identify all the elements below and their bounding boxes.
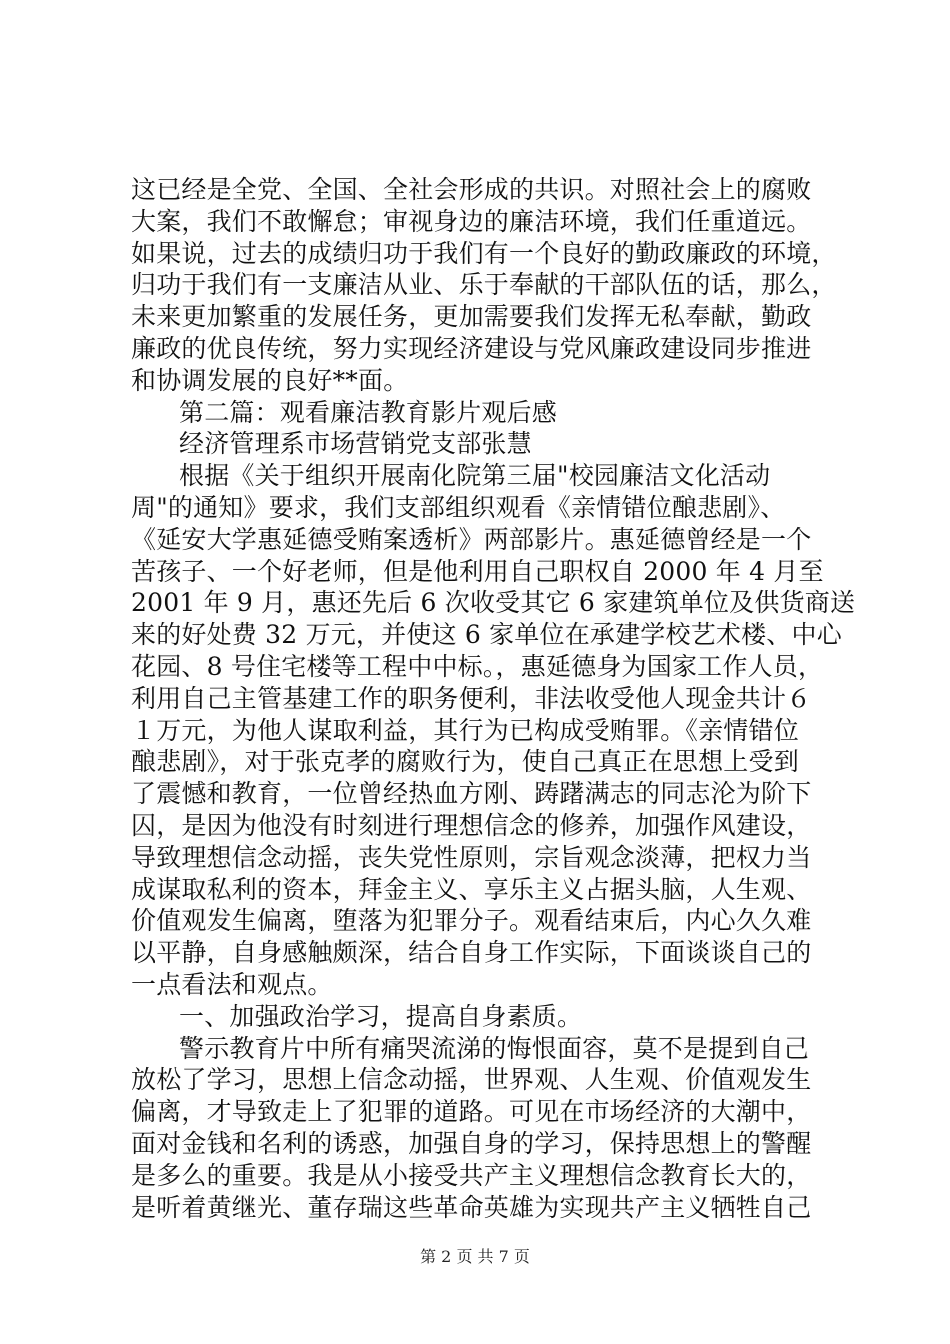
text-line: 是听着黄继光、董存瑞这些革命英雄为实现共产主义牺牲自己 [131,1192,812,1222]
text-line: 根据《关于组织开展南化院第三届"校园廉洁文化活动 [179,461,771,491]
text-line: 一点看法和观点。 [131,969,333,999]
text-line: 和协调发展的良好**面。 [131,365,409,395]
text-line: 酿悲剧》，对于张克孝的腐败行为，使自己真正在思想上受到 [131,747,799,777]
author-line: 经济管理系市场营销党支部张慧 [179,429,532,459]
text-line: 苦孩子、一个好老师，但是他利用自己职权自 2000 年 4 月至 [131,556,824,586]
text-line: 花园、8 号住宅楼等工程中中标。，惠延德身为国家工作人员， [131,651,824,681]
text-line: 面对金钱和名利的诱惑，加强自身的学习，保持思想上的警醒 [131,1128,812,1158]
text-line: 利用自己主管基建工作的职务便利，非法收受他人现金共计６ [131,683,812,713]
text-line: 价值观发生偏离，堕落为犯罪分子。观看结束后，内心久久难 [131,906,812,936]
text-line: 廉政的优良传统，努力实现经济建设与党风廉政建设同步推进 [131,333,812,363]
page-number-footer: 第 2 页 共 7 页 [420,1247,530,1266]
text-line: 以平静，自身感触颇深，结合自身工作实际，下面谈谈自己的 [131,938,812,968]
text-line: 这已经是全党、全国、全社会形成的共识。对照社会上的腐败 [131,175,812,204]
text-line: 警示教育片中所有痛哭流涕的悔恨面容，莫不是提到自己 [179,1033,810,1063]
text-line: 成谋取私利的资本，拜金主义、享乐主义占据头脑，人生观、 [131,874,812,904]
text-line: 未来更加繁重的发展任务，更加需要我们发挥无私奉献，勤政 [131,302,812,332]
document-body [131,174,856,1223]
text-line: 如果说，过去的成绩归功于我们有一个良好的勤政廉政的环境， [131,238,837,268]
text-line: 大案，我们不敢懈怠；审视身边的廉洁环境，我们任重道远。 [131,206,812,236]
text-line: 周"的通知》要求，我们支部组织观看《亲情错位酿悲剧》、 [131,492,786,522]
subsection-heading: 一、加强政治学习，提高自身素质。 [179,1001,583,1031]
text-line: 归功于我们有一支廉洁从业、乐于奉献的干部队伍的话，那么， [131,270,837,300]
text-line: 囚，是因为他没有时刻进行理想信念的修养，加强作风建设， [131,810,812,840]
text-line: 《延安大学惠延德受贿案透析》两部影片。惠延德曾经是一个 [131,524,812,554]
section-heading: 第二篇：观看廉洁教育影片观后感 [179,397,558,427]
text-line: １万元，为他人谋取利益，其行为已构成受贿罪。《亲情错位 [131,715,799,745]
text-line: 2001 年 9 月，惠还先后 6 次收受其它 6 家建筑单位及供货商送 [131,588,856,618]
text-line: 是多么的重要。我是从小接受共产主义理想信念教育长大的， [131,1160,812,1190]
text-line: 放松了学习，思想上信念动摇，世界观、人生观、价值观发生 [131,1065,812,1095]
text-line: 来的好处费 32 万元，并使这 6 家单位在承建学校艺术楼、中心 [131,620,842,650]
text-line: 了震憾和教育，一位曾经热血方刚、踌躇满志的同志沦为阶下 [131,779,812,809]
text-line: 偏离，才导致走上了犯罪的道路。可见在市场经济的大潮中， [131,1097,812,1127]
text-line: 导致理想信念动摇，丧失党性原则，宗旨观念淡薄，把权力当 [131,842,812,872]
